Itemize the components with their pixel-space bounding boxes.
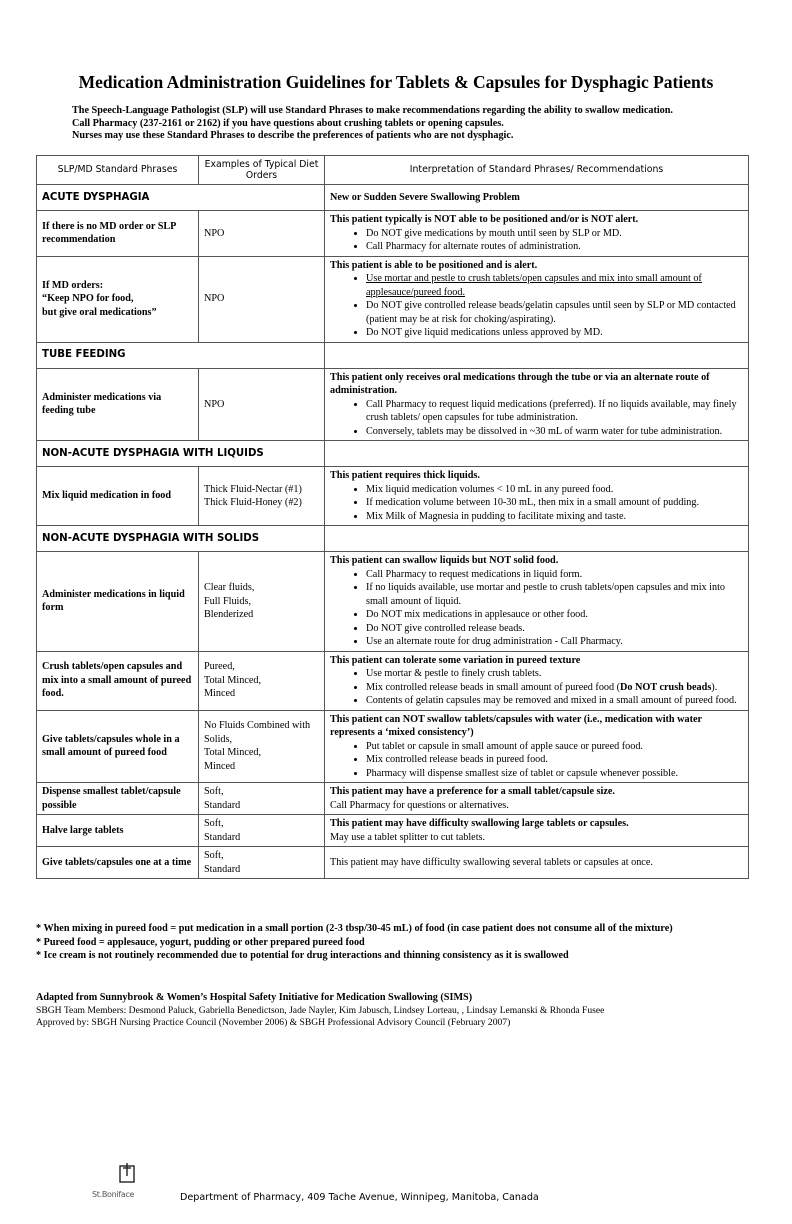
interpretation-cell: This patient may have difficulty swallowing several tablets or capsules at once. — [325, 847, 749, 879]
header-diet: Examples of Typical Diet Orders — [199, 156, 325, 185]
header-phrases: SLP/MD Standard Phrases — [37, 156, 199, 185]
bullet-text: ). — [711, 681, 718, 693]
table-row — [37, 815, 749, 847]
diet-cell: NPO — [199, 256, 325, 342]
diet-line: Clear fluids, — [204, 582, 255, 593]
phrase-cell: Mix liquid medication in food — [37, 467, 199, 526]
section-title: NON-ACUTE DYSPHAGIA WITH LIQUIDS — [37, 441, 325, 467]
diet-line: Thick Fluid-Nectar (#1) — [204, 483, 302, 495]
list-item: • Do NOT give liquid medications unless approved by MD. — [366, 326, 743, 340]
section-interpretation — [325, 441, 749, 467]
phrase-cell: Give tablets/capsules whole in a small amount of pureed food — [37, 710, 199, 783]
list-item: • Use an alternate route for drug administration - Call Pharmacy. — [366, 635, 743, 649]
intro-line-nurses: Nurses may use these Standard Phrases to describe the preferences of patients who are not dysphagic. — [72, 130, 514, 142]
list-item: • Do NOT give medications by mouth until seen by SLP or MD. — [366, 227, 743, 241]
table-row — [37, 368, 749, 441]
credits — [36, 992, 748, 1030]
interpretation-text: Call Pharmacy for questions or alternatives. — [330, 799, 509, 811]
phrase-cell: Halve large tablets — [37, 815, 199, 847]
interpretation-cell — [325, 368, 749, 441]
diet-line: Pureed, — [204, 661, 235, 673]
interpretation-heading: This patient only receives oral medications through the tube or via an alternate route of administration. — [330, 371, 710, 396]
diet-line: Total Minced, — [204, 747, 262, 759]
note-ice-cream: * Ice cream is not routinely recommended due to potential for drug interactions and thinning consistency as it is swallowed — [36, 950, 569, 961]
interpretation-heading: This patient can NOT swallow tablets/capsules with water (i.e., medication with water represents a ‘mixed consistency’) — [330, 713, 702, 738]
intro-line-pharmacy: Call Pharmacy (237-2161 or 2162) if you have questions about crushing tablets or opening capsules. — [72, 117, 504, 129]
diet-line: Standard — [204, 799, 241, 811]
intro-line-slp: The Speech-Language Pathologist (SLP) will use Standard Phrases to make recommendations regarding the ability to swallow medication. — [72, 105, 673, 116]
credits-team: SBGH Team Members: Desmond Paluck, Gabriella Benedictson, Jade Nayler, Kim Jabusch, Lindsey Lorteau, , Lindsay Lemanski & Rhonda Fusee — [36, 1004, 605, 1016]
list-item: • Mix liquid medication volumes < 10 mL in any pureed food. — [366, 483, 743, 497]
interpretation-cell — [325, 815, 749, 847]
list-item: • Conversely, tablets may be dissolved in ~30 mL of warm water for tube administration. — [366, 425, 743, 439]
interpretation-cell — [325, 211, 749, 257]
interpretation-heading: This patient can tolerate some variation in pureed texture — [330, 654, 581, 666]
section-solids — [37, 526, 749, 552]
interpretation-heading: This patient may have difficulty swallowing large tablets or capsules. — [330, 818, 629, 829]
table-header-row — [37, 156, 749, 185]
credits-approved: Approved by: SBGH Nursing Practice Council (November 2006) & SBGH Professional Advisory Council (February 2007) — [36, 1017, 511, 1029]
list-item: • Put tablet or capsule in small amount of apple sauce or pureed food. — [366, 740, 743, 754]
diet-cell — [199, 783, 325, 815]
table-row — [37, 467, 749, 526]
diet-cell — [199, 847, 325, 879]
section-liquids — [37, 441, 749, 467]
table-row — [37, 847, 749, 879]
notes — [36, 922, 748, 963]
section-interpretation — [325, 526, 749, 552]
interpretation-heading: This patient can swallow liquids but NOT solid food. — [330, 555, 559, 566]
list-item: • Use mortar & pestle to finely crush tablets. — [366, 667, 743, 681]
interpretation-heading: This patient is able to be positioned and is alert. — [330, 259, 538, 271]
interpretation-heading: This patient requires thick liquids. — [330, 470, 480, 481]
list-item: • Call Pharmacy to request medications in liquid form. — [366, 568, 743, 582]
interpretation-cell — [325, 552, 749, 652]
section-title: TUBE FEEDING — [37, 342, 325, 368]
interpretation-heading: This patient typically is NOT able to be positioned and/or is NOT alert. — [330, 214, 639, 225]
table-row — [37, 651, 749, 710]
interpretation-cell — [325, 651, 749, 710]
list-item: • Do NOT mix medications in applesauce or other food. — [366, 608, 743, 622]
diet-line: Soft, — [204, 786, 224, 797]
diet-line: Minced — [204, 760, 236, 772]
diet-line: Standard — [204, 863, 241, 875]
diet-cell — [199, 467, 325, 526]
note-pureed: * Pureed food = applesauce, yogurt, pudding or other prepared pureed food — [36, 936, 365, 948]
diet-cell: NPO — [199, 211, 325, 257]
diet-cell — [199, 710, 325, 783]
table-row — [37, 211, 749, 257]
interpretation-text: May use a tablet splitter to cut tablets. — [330, 831, 486, 843]
list-item: • If medication volume between 10-30 mL, then mix in a small amount of pudding. — [366, 496, 743, 510]
table-row — [37, 552, 749, 652]
phrase-line: but give oral medications” — [42, 306, 157, 318]
list-item: • Mix controlled release beads in pureed food. — [366, 753, 743, 767]
credits-source: Adapted from Sunnybrook & Women’s Hospital Safety Initiative for Medication Swallowing (SIMS) — [36, 992, 473, 1003]
list-item: • Do NOT give controlled release beads/gelatin capsules until seen by SLP or MD contacted (patient may be at risk for choking/aspirating). — [366, 299, 743, 326]
table-row — [37, 256, 749, 342]
list-item: • Call Pharmacy to request liquid medications (preferred). If no liquids available, may finely crush tablets/ open capsules for tube administration. — [366, 398, 743, 425]
phrase-cell: Give tablets/capsules one at a time — [37, 847, 199, 879]
list-item: • Mix Milk of Magnesia in pudding to facilitate mixing and taste. — [366, 510, 743, 524]
footer-address: Department of Pharmacy, 409 Tache Avenue, Winnipeg, Manitoba, Canada — [180, 1192, 539, 1203]
bullet-emphasis: Do NOT crush beads — [620, 681, 712, 693]
diet-line: Soft, — [204, 850, 224, 861]
list-item: • Call Pharmacy for alternate routes of administration. — [366, 240, 743, 254]
phrase-cell: Dispense smallest tablet/capsule possible — [37, 783, 199, 815]
phrase-cell: Administer medications in liquid form — [37, 552, 199, 652]
list-item: • Do NOT give controlled release beads. — [366, 622, 743, 636]
table-row — [37, 710, 749, 783]
interpretation-cell — [325, 467, 749, 526]
diet-line: Soft, — [204, 818, 224, 829]
interpretation-cell — [325, 783, 749, 815]
diet-cell: NPO — [199, 368, 325, 441]
section-tube-feeding — [37, 342, 749, 368]
phrase-cell: Crush tablets/open capsules and mix into a small amount of pureed food. — [37, 651, 199, 710]
section-acute — [37, 185, 749, 211]
page-title: Medication Administration Guidelines for Tablets & Capsules for Dysphagic Patients — [78, 72, 714, 92]
diet-cell — [199, 651, 325, 710]
diet-line: Minced — [204, 688, 236, 700]
guidelines-table — [36, 155, 749, 879]
header-interpretation: Interpretation of Standard Phrases/ Recommendations — [325, 156, 749, 185]
diet-line: No Fluids Combined with Solids, — [204, 720, 311, 745]
bullet-text: Mix controlled release beads in small amount of pureed food ( — [366, 681, 621, 693]
section-interpretation — [325, 342, 749, 368]
section-interpretation: New or Sudden Severe Swallowing Problem — [325, 185, 749, 211]
diet-line: Blenderized — [204, 609, 254, 620]
list-item: • If no liquids available, use mortar and pestle to crush tablets/open capsules and mix into small amount of liquid. — [366, 581, 743, 608]
section-title: ACUTE DYSPHAGIA — [37, 185, 325, 211]
diet-line: Full Fluids, — [204, 595, 251, 607]
hospital-logo-text: St.Boniface — [92, 1190, 135, 1199]
table-row — [37, 783, 749, 815]
interpretation-heading: This patient may have a preference for a small tablet/capsule size. — [330, 786, 615, 797]
phrase-cell — [37, 256, 199, 342]
phrase-line: If MD orders: — [42, 279, 104, 291]
phrase-cell: If there is no MD order or SLP recommendation — [37, 211, 199, 257]
section-title: NON-ACUTE DYSPHAGIA WITH SOLIDS — [37, 526, 325, 552]
list-item: • Contents of gelatin capsules may be removed and mixed in a small amount of pureed food. — [366, 694, 743, 708]
note-mixing: * When mixing in pureed food = put medication in a small portion (2-3 tbsp/30-45 mL) of food (in case patient does not consume all of the mixture) — [36, 923, 673, 934]
diet-cell — [199, 815, 325, 847]
intro-text — [72, 105, 752, 143]
interpretation-cell — [325, 710, 749, 783]
list-item: • Pharmacy will dispense smallest size of tablet or capsule whenever possible. — [366, 767, 743, 781]
diet-line: Total Minced, — [204, 674, 262, 686]
diet-line: Standard — [204, 831, 241, 843]
diet-line: Thick Fluid-Honey (#2) — [204, 497, 302, 508]
interpretation-cell — [325, 256, 749, 342]
list-item: • Use mortar and pestle to crush tablets/open capsules and mix into small amount of applesauce/pureed food. — [366, 272, 743, 299]
phrase-cell: Administer medications via feeding tube — [37, 368, 199, 441]
list-item — [366, 681, 743, 695]
diet-cell — [199, 552, 325, 652]
phrase-line: “Keep NPO for food, — [42, 293, 134, 305]
